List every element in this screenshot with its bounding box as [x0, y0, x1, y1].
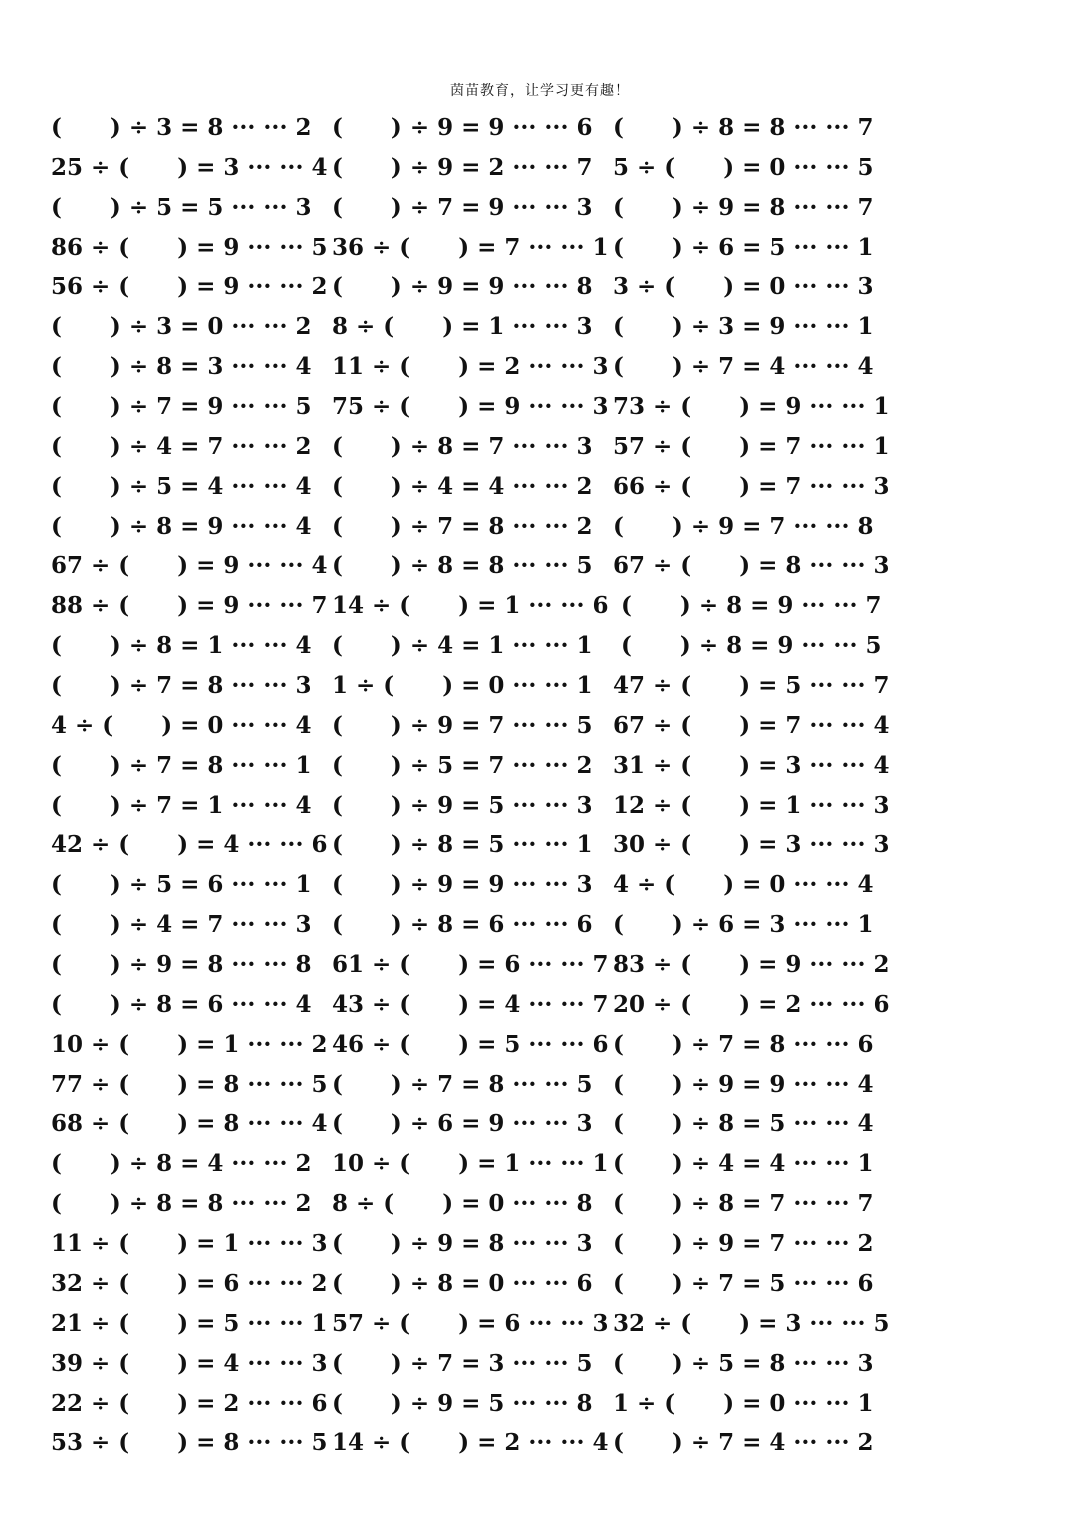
problem-grid [0, 108, 1080, 1463]
division-problem: ( ) ÷ 4 = 4 ··· ··· 1 [613, 1150, 874, 1178]
division-problem: ( ) ÷ 7 = 1 ··· ··· 4 [51, 791, 312, 819]
division-problem: ( ) ÷ 7 = 8 ··· ··· 3 [51, 672, 312, 700]
division-problem: 31 ÷ ( ) = 3 ··· ··· 4 [613, 751, 890, 779]
division-problem: ( ) ÷ 9 = 8 ··· ··· 7 [613, 193, 874, 221]
problem-row [0, 1423, 1080, 1463]
division-problem: 47 ÷ ( ) = 5 ··· ··· 7 [613, 672, 890, 700]
division-problem: ( ) ÷ 4 = 7 ··· ··· 2 [51, 432, 312, 460]
division-problem: ( ) ÷ 8 = 3 ··· ··· 4 [51, 353, 312, 381]
problem-row [0, 786, 1080, 826]
division-problem: 43 ÷ ( ) = 4 ··· ··· 7 [332, 990, 609, 1018]
problem-row [0, 1384, 1080, 1424]
division-problem: 86 ÷ ( ) = 9 ··· ··· 5 [51, 233, 328, 261]
division-problem: 4 ÷ ( ) = 0 ··· ··· 4 [51, 711, 312, 739]
division-problem: 42 ÷ ( ) = 4 ··· ··· 6 [51, 831, 328, 859]
division-problem: ( ) ÷ 8 = 9 ··· ··· 5 [613, 632, 882, 660]
problem-row [0, 1104, 1080, 1144]
problem-row [0, 546, 1080, 586]
division-problem: ( ) ÷ 7 = 8 ··· ··· 2 [332, 512, 593, 540]
division-problem: ( ) ÷ 3 = 8 ··· ··· 2 [51, 114, 312, 141]
problem-row [0, 188, 1080, 228]
problem-row [0, 865, 1080, 905]
problem-row [0, 1025, 1080, 1065]
division-problem: ( ) ÷ 6 = 9 ··· ··· 3 [332, 1110, 593, 1138]
division-problem: ( ) ÷ 8 = 7 ··· ··· 3 [332, 432, 593, 460]
division-problem: 25 ÷ ( ) = 3 ··· ··· 4 [51, 153, 328, 181]
problem-row [0, 1224, 1080, 1264]
problem-row [0, 467, 1080, 507]
division-problem: ( ) ÷ 6 = 3 ··· ··· 1 [613, 911, 874, 939]
division-problem: ( ) ÷ 7 = 9 ··· ··· 5 [51, 393, 312, 421]
division-problem: 11 ÷ ( ) = 2 ··· ··· 3 [332, 353, 609, 381]
problem-row [0, 945, 1080, 985]
division-problem: 21 ÷ ( ) = 5 ··· ··· 1 [51, 1309, 328, 1337]
division-problem: ( ) ÷ 7 = 8 ··· ··· 5 [332, 1070, 593, 1098]
division-problem: ( ) ÷ 5 = 8 ··· ··· 3 [613, 1349, 874, 1377]
division-problem: ( ) ÷ 5 = 4 ··· ··· 4 [51, 472, 312, 500]
division-problem: 32 ÷ ( ) = 6 ··· ··· 2 [51, 1269, 328, 1297]
division-problem: ( ) ÷ 3 = 0 ··· ··· 2 [51, 313, 312, 341]
division-problem: ( ) ÷ 9 = 9 ··· ··· 4 [613, 1070, 874, 1098]
division-problem: 61 ÷ ( ) = 6 ··· ··· 7 [332, 951, 609, 979]
division-problem: ( ) ÷ 9 = 9 ··· ··· 3 [332, 871, 593, 899]
division-problem: ( ) ÷ 8 = 6 ··· ··· 6 [332, 911, 593, 939]
division-problem: 10 ÷ ( ) = 1 ··· ··· 1 [332, 1150, 609, 1178]
problem-row [0, 626, 1080, 666]
problem-row [0, 1264, 1080, 1304]
division-problem: 20 ÷ ( ) = 2 ··· ··· 6 [613, 990, 890, 1018]
division-problem: ( ) ÷ 9 = 9 ··· ··· 8 [332, 273, 593, 301]
division-problem: ( ) ÷ 3 = 9 ··· ··· 1 [613, 313, 874, 341]
division-problem: ( ) ÷ 7 = 4 ··· ··· 4 [613, 353, 874, 381]
division-problem: 39 ÷ ( ) = 4 ··· ··· 3 [51, 1349, 328, 1377]
division-problem: 10 ÷ ( ) = 1 ··· ··· 2 [51, 1030, 328, 1058]
division-problem: ( ) ÷ 8 = 8 ··· ··· 7 [613, 114, 874, 141]
division-problem: ( ) ÷ 9 = 7 ··· ··· 2 [613, 1230, 874, 1258]
division-problem: ( ) ÷ 7 = 8 ··· ··· 1 [51, 751, 312, 779]
division-problem: 3 ÷ ( ) = 0 ··· ··· 3 [613, 273, 874, 301]
division-problem: ( ) ÷ 5 = 7 ··· ··· 2 [332, 751, 593, 779]
problem-row [0, 586, 1080, 626]
division-problem: ( ) ÷ 8 = 7 ··· ··· 7 [613, 1190, 874, 1218]
problem-row [0, 1184, 1080, 1224]
problem-row [0, 427, 1080, 467]
division-problem: 46 ÷ ( ) = 5 ··· ··· 6 [332, 1030, 609, 1058]
division-problem: 77 ÷ ( ) = 8 ··· ··· 5 [51, 1070, 328, 1098]
division-problem: 8 ÷ ( ) = 1 ··· ··· 3 [332, 313, 593, 341]
division-problem: ( ) ÷ 9 = 5 ··· ··· 3 [332, 791, 593, 819]
division-problem: 68 ÷ ( ) = 8 ··· ··· 4 [51, 1110, 328, 1138]
division-problem: ( ) ÷ 5 = 6 ··· ··· 1 [51, 871, 312, 899]
page-header: 茵苗教育，让学习更有趣！ [450, 83, 630, 99]
division-problem: ( ) ÷ 9 = 7 ··· ··· 8 [613, 512, 874, 540]
division-problem: ( ) ÷ 4 = 4 ··· ··· 2 [332, 472, 593, 500]
division-problem: 14 ÷ ( ) = 2 ··· ··· 4 [332, 1429, 609, 1457]
division-problem: 83 ÷ ( ) = 9 ··· ··· 2 [613, 951, 890, 979]
problem-row [0, 825, 1080, 865]
division-problem: 67 ÷ ( ) = 9 ··· ··· 4 [51, 552, 328, 580]
division-problem: 57 ÷ ( ) = 6 ··· ··· 3 [332, 1309, 609, 1337]
problem-row [0, 905, 1080, 945]
division-problem: 22 ÷ ( ) = 2 ··· ··· 6 [51, 1389, 328, 1417]
division-problem: ( ) ÷ 7 = 4 ··· ··· 2 [613, 1429, 874, 1457]
division-problem: 4 ÷ ( ) = 0 ··· ··· 4 [613, 871, 874, 899]
division-problem: 67 ÷ ( ) = 8 ··· ··· 3 [613, 552, 890, 580]
division-problem: ( ) ÷ 8 = 8 ··· ··· 5 [332, 552, 593, 580]
division-problem: ( ) ÷ 8 = 9 ··· ··· 7 [613, 592, 882, 620]
problem-row [0, 666, 1080, 706]
division-problem: 36 ÷ ( ) = 7 ··· ··· 1 [332, 233, 609, 261]
division-problem: 67 ÷ ( ) = 7 ··· ··· 4 [613, 711, 890, 739]
division-problem: 30 ÷ ( ) = 3 ··· ··· 3 [613, 831, 890, 859]
problem-row [0, 1065, 1080, 1105]
division-problem: ( ) ÷ 9 = 2 ··· ··· 7 [332, 153, 593, 181]
division-problem: ( ) ÷ 4 = 7 ··· ··· 3 [51, 911, 312, 939]
problem-row [0, 387, 1080, 427]
division-problem: ( ) ÷ 9 = 9 ··· ··· 6 [332, 114, 593, 141]
division-problem: 88 ÷ ( ) = 9 ··· ··· 7 [51, 592, 328, 620]
division-problem: 1 ÷ ( ) = 0 ··· ··· 1 [613, 1389, 874, 1417]
division-problem: ( ) ÷ 8 = 9 ··· ··· 4 [51, 512, 312, 540]
division-problem: ( ) ÷ 7 = 8 ··· ··· 6 [613, 1030, 874, 1058]
division-problem: ( ) ÷ 4 = 1 ··· ··· 1 [332, 632, 593, 660]
division-problem: ( ) ÷ 7 = 9 ··· ··· 3 [332, 193, 593, 221]
division-problem: 1 ÷ ( ) = 0 ··· ··· 1 [332, 672, 593, 700]
division-problem: ( ) ÷ 8 = 5 ··· ··· 4 [613, 1110, 874, 1138]
problem-row [0, 1344, 1080, 1384]
division-problem: 12 ÷ ( ) = 1 ··· ··· 3 [613, 791, 890, 819]
division-problem: 66 ÷ ( ) = 7 ··· ··· 3 [613, 472, 890, 500]
problem-row [0, 706, 1080, 746]
division-problem: ( ) ÷ 5 = 5 ··· ··· 3 [51, 193, 312, 221]
division-problem: ( ) ÷ 8 = 1 ··· ··· 4 [51, 632, 312, 660]
problem-row [0, 108, 1080, 148]
division-problem: ( ) ÷ 7 = 3 ··· ··· 5 [332, 1349, 593, 1377]
problem-row [0, 985, 1080, 1025]
problem-row [0, 507, 1080, 547]
division-problem: 56 ÷ ( ) = 9 ··· ··· 2 [51, 273, 328, 301]
division-problem: 11 ÷ ( ) = 1 ··· ··· 3 [51, 1230, 328, 1258]
division-problem: ( ) ÷ 8 = 5 ··· ··· 1 [332, 831, 593, 859]
division-problem: ( ) ÷ 9 = 8 ··· ··· 8 [51, 951, 312, 979]
problem-row [0, 148, 1080, 188]
division-problem: ( ) ÷ 9 = 8 ··· ··· 3 [332, 1230, 593, 1258]
division-problem: 73 ÷ ( ) = 9 ··· ··· 1 [613, 393, 890, 421]
division-problem: ( ) ÷ 9 = 7 ··· ··· 5 [332, 711, 593, 739]
problem-row [0, 1304, 1080, 1344]
division-problem: 75 ÷ ( ) = 9 ··· ··· 3 [332, 393, 609, 421]
division-problem: 14 ÷ ( ) = 1 ··· ··· 6 [332, 592, 609, 620]
problem-row [0, 228, 1080, 268]
division-problem: ( ) ÷ 9 = 5 ··· ··· 8 [332, 1389, 593, 1417]
division-problem: ( ) ÷ 8 = 8 ··· ··· 2 [51, 1190, 312, 1218]
problem-row [0, 307, 1080, 347]
division-problem: ( ) ÷ 7 = 5 ··· ··· 6 [613, 1269, 874, 1297]
division-problem: 8 ÷ ( ) = 0 ··· ··· 8 [332, 1190, 593, 1218]
problem-row [0, 267, 1080, 307]
division-problem: 57 ÷ ( ) = 7 ··· ··· 1 [613, 432, 890, 460]
problem-row [0, 347, 1080, 387]
problem-row [0, 746, 1080, 786]
division-problem: ( ) ÷ 8 = 6 ··· ··· 4 [51, 990, 312, 1018]
division-problem: ( ) ÷ 6 = 5 ··· ··· 1 [613, 233, 874, 261]
division-problem: 53 ÷ ( ) = 8 ··· ··· 5 [51, 1429, 328, 1457]
division-problem: 5 ÷ ( ) = 0 ··· ··· 5 [613, 153, 874, 181]
division-problem: ( ) ÷ 8 = 0 ··· ··· 6 [332, 1269, 593, 1297]
division-problem: ( ) ÷ 8 = 4 ··· ··· 2 [51, 1150, 312, 1178]
problem-row [0, 1144, 1080, 1184]
division-problem: 32 ÷ ( ) = 3 ··· ··· 5 [613, 1309, 890, 1337]
